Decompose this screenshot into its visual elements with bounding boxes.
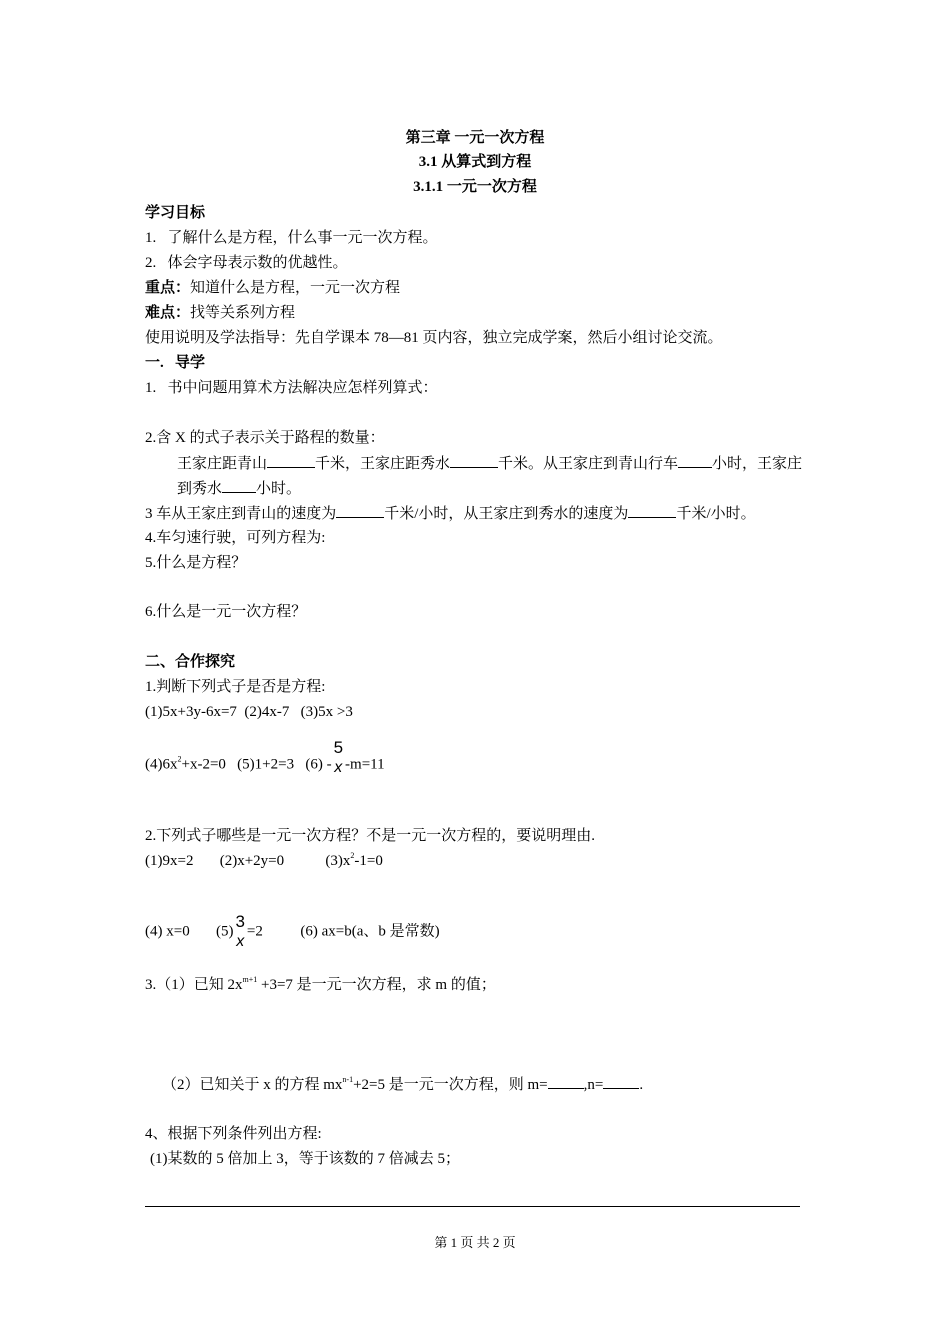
fraction-denominator: x [236,933,245,950]
answer-blank[interactable] [336,503,384,518]
text-segment: (4)6x [145,756,178,773]
text-segment: 千米/小时。 [676,506,756,522]
fraction [334,738,343,778]
answer-blank[interactable] [450,453,498,468]
text-segment: =2 (6) ax=b(a、b 是常数) [246,923,440,940]
superscript: m+1 [242,975,258,984]
answer-blank[interactable] [222,478,256,493]
part2-heading: 二、合作探究 [145,654,236,670]
answer-blank[interactable] [548,1074,584,1089]
text-segment: 千米/小时，从王家庄到秀水的速度为 [384,506,629,522]
part2-question-2: 2.下列式子哪些是一元一次方程？不是一元一次方程的，要说明理由. [145,828,596,844]
part1-question-2-line-1 [177,453,802,474]
text-segment: +2=5 是一元一次方程，则 m= [353,1077,548,1093]
goal-item-2: 2. 体会字母表示数的优越性。 [145,255,348,271]
key-point-label: 重点： [145,280,191,296]
text-segment: ,n= [583,1077,604,1093]
text-segment: . [639,1077,644,1093]
fraction [235,912,244,952]
chapter-title: 第三章 一元一次方程 [405,130,545,146]
answer-blank[interactable] [267,453,315,468]
goals-heading: 学习目标 [145,205,206,221]
difficulty-label: 难点： [145,305,191,321]
difficulty-text: 找等关系列方程 [190,305,296,321]
instructions: 使用说明及学法指导：先自学课本 78—81 页内容，独立完成学案，然后小组讨论交流。 [145,330,723,346]
text-segment: +3=7 是一元一次方程，求 m 的值； [257,977,496,993]
key-point-text: 知道什么是方程，一元一次方程 [190,280,401,296]
text-segment: 千米。从王家庄到青山行车 [498,456,679,472]
answer-blank[interactable] [603,1074,639,1089]
goal-item-1: 1. 了解什么是方程，什么事一元一次方程。 [145,230,438,246]
text-segment: (4) x=0 (5) [145,923,234,940]
part1-question-3 [145,503,756,524]
part1-question-6: 6.什么是一元一次方程？ [145,604,307,620]
superscript: n-1 [342,1075,354,1084]
superscript: 2 [350,851,355,860]
key-point [145,278,400,298]
part2-question-3-1 [145,975,496,995]
text-segment: 王家庄距青山 [177,456,268,472]
part2-question-2-line-2 [145,912,440,952]
text-segment: 到秀水 [177,481,223,497]
part2-question-2-line-1 [145,851,383,871]
text-segment: 3.（1）已知 2x [145,977,243,993]
text-segment: 3 车从王家庄到青山的速度为 [145,506,337,522]
text-segment: 小时。 [256,481,302,497]
part2-question-1-line-2 [145,738,385,778]
text-segment: （2）已知关于 x 的方程 mx [162,1077,343,1093]
part2-question-3-2 [162,1074,643,1095]
answer-blank[interactable] [678,453,712,468]
superscript: 2 [177,754,182,764]
part1-question-5: 5.什么是方程？ [145,555,247,571]
part2-question-4: 4、根据下列条件列出方程: [145,1126,322,1142]
text-segment: -1=0 [354,853,383,869]
part1-question-2-line-2 [177,478,301,499]
text-segment: +x-2=0 (5)1+2=3 (6) - [181,756,332,773]
text-segment: 千米，王家庄距秀水 [315,456,451,472]
footer-divider [145,1206,800,1207]
part1-question-2: 2.含 X 的式子表示关于路程的数量： [145,430,385,446]
part1-heading: 一. 导学 [145,355,206,371]
difficulty [145,303,295,323]
part2-question-1-line-1: (1)5x+3y-6x=7 (2)4x-7 (3)5x >3 [145,704,353,720]
part1-question-1: 1. 书中问题用算术方法解决应怎样列算式： [145,380,438,396]
fraction-numerator: 5 [333,738,344,757]
part2-question-4-1: (1)某数的 5 倍加上 3，等于该数的 7 倍减去 5； [150,1151,460,1167]
answer-blank[interactable] [628,503,676,518]
text-segment: -m=11 [345,756,385,773]
fraction-numerator: 3 [235,912,245,931]
section-title: 3.1 从算式到方程 [418,154,532,170]
text-segment: (1)9x=2 (2)x+2y=0 (3)x [145,853,351,869]
part2-question-1: 1.判断下列式子是否是方程: [145,679,326,695]
subsection-title: 3.1.1 一元一次方程 [413,179,537,195]
page-number: 第 1 页 共 2 页 [434,1235,516,1250]
part1-question-4: 4.车匀速行驶，可列方程为: [145,530,326,546]
fraction-denominator: x [334,759,343,776]
text-segment: 小时，王家庄 [712,456,803,472]
